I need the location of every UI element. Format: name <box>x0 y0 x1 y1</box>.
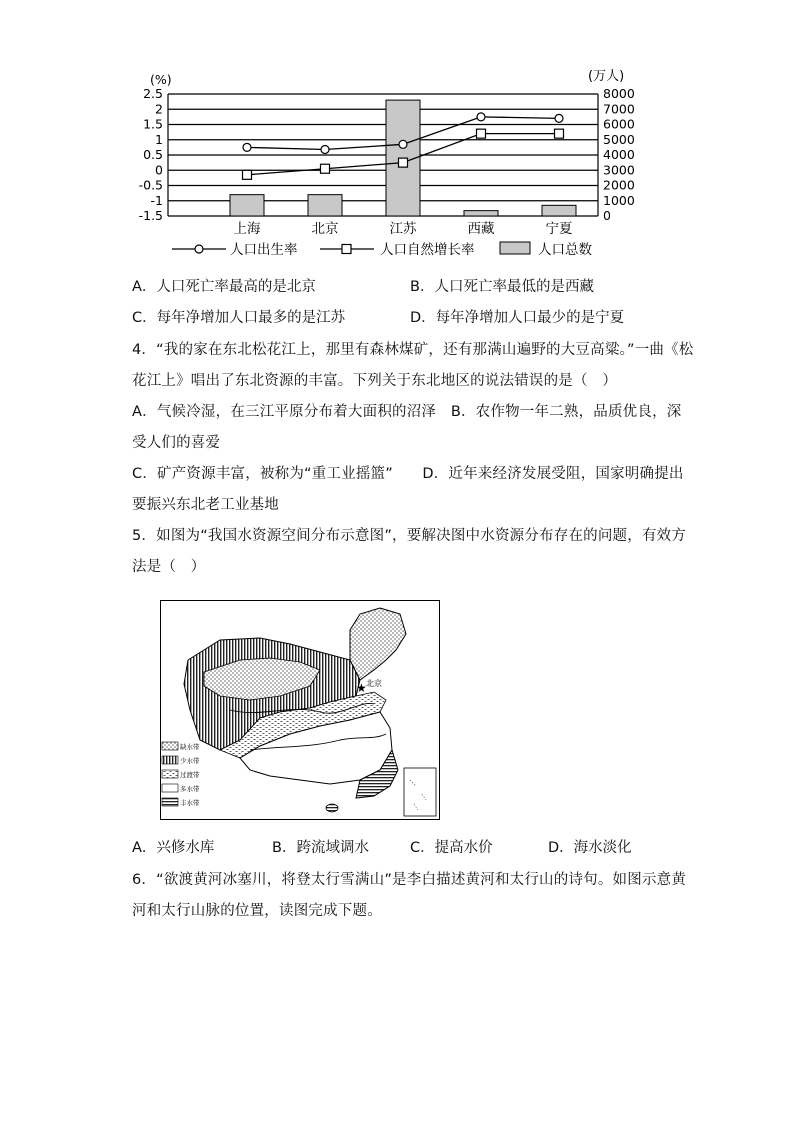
population-bar <box>464 211 498 216</box>
right-tick-label: 6000 <box>603 116 635 132</box>
growth-rate-point <box>555 129 564 138</box>
category-label: 宁夏 <box>545 221 573 237</box>
right-tick-label: 7000 <box>603 101 635 117</box>
growth-rate-point <box>243 170 252 179</box>
growth-rate-point <box>477 129 486 138</box>
q4-option-b-cont[interactable]: 受人们的喜爱 <box>132 435 221 451</box>
q4-stem-line2: 花江上》唱出了东北资源的丰富。下列关于东北地区的说法错误的是（ ） <box>132 373 618 389</box>
legend-square-marker <box>342 245 351 254</box>
left-tick-label: 1.5 <box>143 116 163 132</box>
growth-rate-point <box>321 164 330 173</box>
left-tick-label: -0.5 <box>138 177 163 193</box>
legend-water-rich: 多水带 <box>180 785 200 793</box>
birth-rate-point <box>555 114 563 122</box>
birth-rate-point <box>399 140 407 148</box>
right-tick-label: 3000 <box>603 162 635 178</box>
q4-stem-line1: 4．“我的家在东北松花江上，那里有森林煤矿，还有那满山遍野的大豆高粱。”一曲《松 <box>132 342 694 358</box>
q5-stem-line2: 法是（ ） <box>132 559 206 575</box>
q3-option-a[interactable]: A．人口死亡率最高的是北京 <box>132 279 316 295</box>
left-tick-label: -1 <box>150 192 163 208</box>
growth-rate-point <box>399 158 408 167</box>
legend-total-population: 人口总数 <box>538 242 592 258</box>
q3-option-b[interactable]: B．人口死亡率最低的是西藏 <box>410 279 594 295</box>
q6-stem-line2: 河和太行山脉的位置，读图完成下题。 <box>132 903 382 919</box>
right-tick-label: 2000 <box>603 177 635 193</box>
legend-transition: 过渡带 <box>180 771 200 779</box>
left-tick-label: 0.5 <box>143 147 163 162</box>
q5-option-a[interactable]: A．兴修水库 <box>132 840 215 856</box>
right-tick-label: 4000 <box>603 147 635 162</box>
legend-circle-marker <box>195 245 203 253</box>
left-tick-label: -1.5 <box>138 208 163 223</box>
birth-rate-point <box>477 113 485 121</box>
birth-rate-point <box>243 143 251 151</box>
map-hainan-island <box>326 804 338 812</box>
left-tick-label: 2 <box>155 101 163 117</box>
population-chart <box>130 66 635 266</box>
q4-option-a-b[interactable]: A．气候冷湿，在三江平原分布着大面积的沼泽 B．农作物一年二熟，品质优良，深 <box>132 404 682 420</box>
legend-low-water: 少水带 <box>180 757 200 765</box>
china-water-resource-map <box>160 600 440 820</box>
map-city-label: 北京 <box>366 679 382 688</box>
population-bar <box>308 195 342 216</box>
left-tick-label: 1 <box>155 131 163 147</box>
category-label: 北京 <box>311 221 339 237</box>
population-bar <box>542 205 576 216</box>
right-tick-label: 5000 <box>603 131 635 147</box>
q5-stem-line1: 5．如图为“我国水资源空间分布示意图”，要解决图中水资源分布存在的问题，有效方 <box>132 528 687 544</box>
legend-bar-swatch <box>500 242 530 254</box>
legend-birth-rate: 人口出生率 <box>230 242 298 258</box>
q4-option-c-d[interactable]: C．矿产资源丰富，被称为“重工业摇篮” D．近年来经济发展受阻，国家明确提出 <box>132 466 684 482</box>
legend-water-scarce: 缺水带 <box>180 743 200 751</box>
q5-option-d[interactable]: D．海水淡化 <box>548 840 632 856</box>
beijing-star-icon: ★ <box>356 681 367 695</box>
right-tick-label: 1000 <box>603 192 635 208</box>
legend-abundant: 丰水带 <box>180 799 200 807</box>
left-tick-label: 2.5 <box>143 86 163 101</box>
left-axis-unit: (%) <box>150 72 172 87</box>
category-label: 江苏 <box>389 221 417 237</box>
category-label: 上海 <box>233 221 261 237</box>
q6-stem-line1: 6．“欲渡黄河冰塞川，将登太行雪满山”是李白描述黄河和太行山的诗句。如图示意黄 <box>132 872 687 888</box>
right-tick-label: 8000 <box>603 86 635 101</box>
q3-option-c[interactable]: C．每年净增加人口最多的是江苏 <box>132 310 346 326</box>
left-tick-label: 0 <box>155 162 163 178</box>
q5-option-c[interactable]: C．提高水价 <box>410 840 493 856</box>
right-tick-label: 0 <box>603 208 611 223</box>
right-axis-unit: (万人) <box>588 69 625 84</box>
q3-option-d[interactable]: D．每年净增加人口最少的是宁夏 <box>410 310 625 326</box>
map-south-sea-inset <box>404 768 436 816</box>
legend-natural-growth-rate: 人口自然增长率 <box>380 242 475 258</box>
q4-option-d-cont[interactable]: 要振兴东北老工业基地 <box>132 497 279 513</box>
q5-option-b[interactable]: B．跨流域调水 <box>272 840 369 856</box>
birth-rate-point <box>321 146 329 154</box>
population-bar <box>230 195 264 216</box>
category-label: 西藏 <box>467 221 495 237</box>
